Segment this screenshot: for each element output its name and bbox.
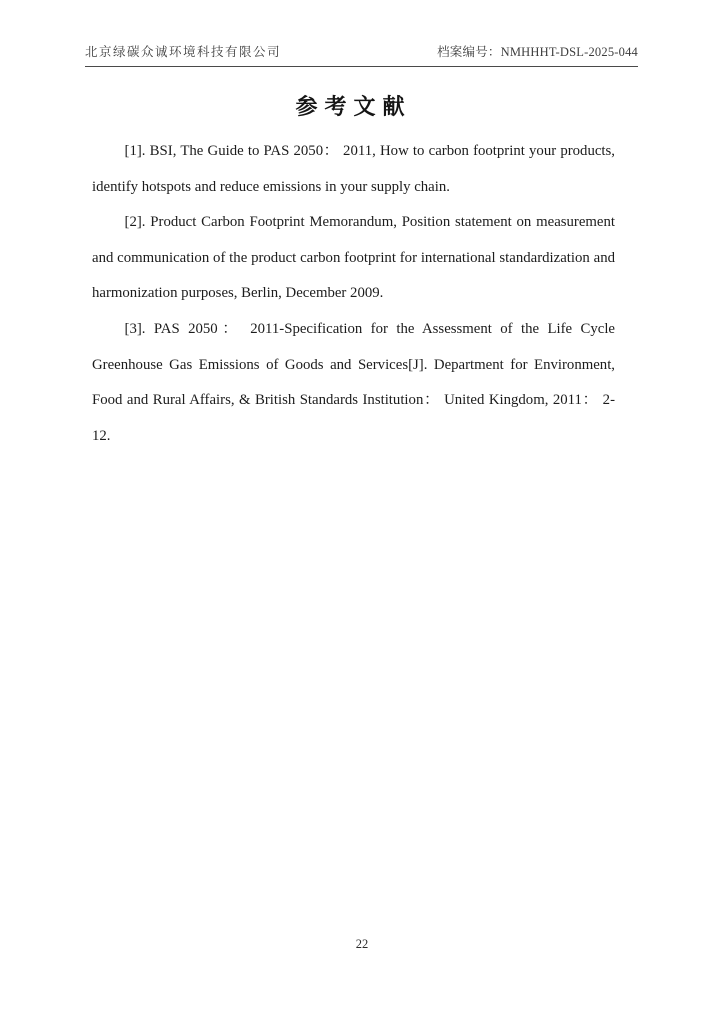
doc-number-value: NMHHHT-DSL-2025-044 [500, 45, 638, 59]
page-number: 22 [355, 937, 369, 951]
page-header [85, 42, 638, 67]
reference-item-3: [3]. PAS 2050： 2011-Specification for the Assessment of the Life Cycle Greenhouse Gas Emissions of Goods and Services[J]. Department for Environment, Food and Rural Affairs, & British Standards Institution： United Kingdom, 2011： 2-12. [92, 320, 615, 444]
doc-number-label: 档案编号： [437, 45, 501, 59]
page-footer [0, 937, 724, 952]
header-company-name: 北京绿碳众诚环境科技有限公司 [85, 45, 282, 59]
reference-item-1: [1]. BSI, The Guide to PAS 2050： 2011, How to carbon footprint your products, identify hotspots and reduce emissions in your supply chain. [92, 143, 615, 195]
page-title: 参考文献 [295, 94, 412, 119]
reference-item-2: [2]. Product Carbon Footprint Memorandum, Position statement on measurement and communication of the product carbon footprint for international standardization and harmonization purposes, Berlin, December 2009. [92, 214, 615, 302]
title-row [92, 90, 615, 121]
references-section [92, 134, 615, 454]
header-doc-number [437, 42, 638, 60]
